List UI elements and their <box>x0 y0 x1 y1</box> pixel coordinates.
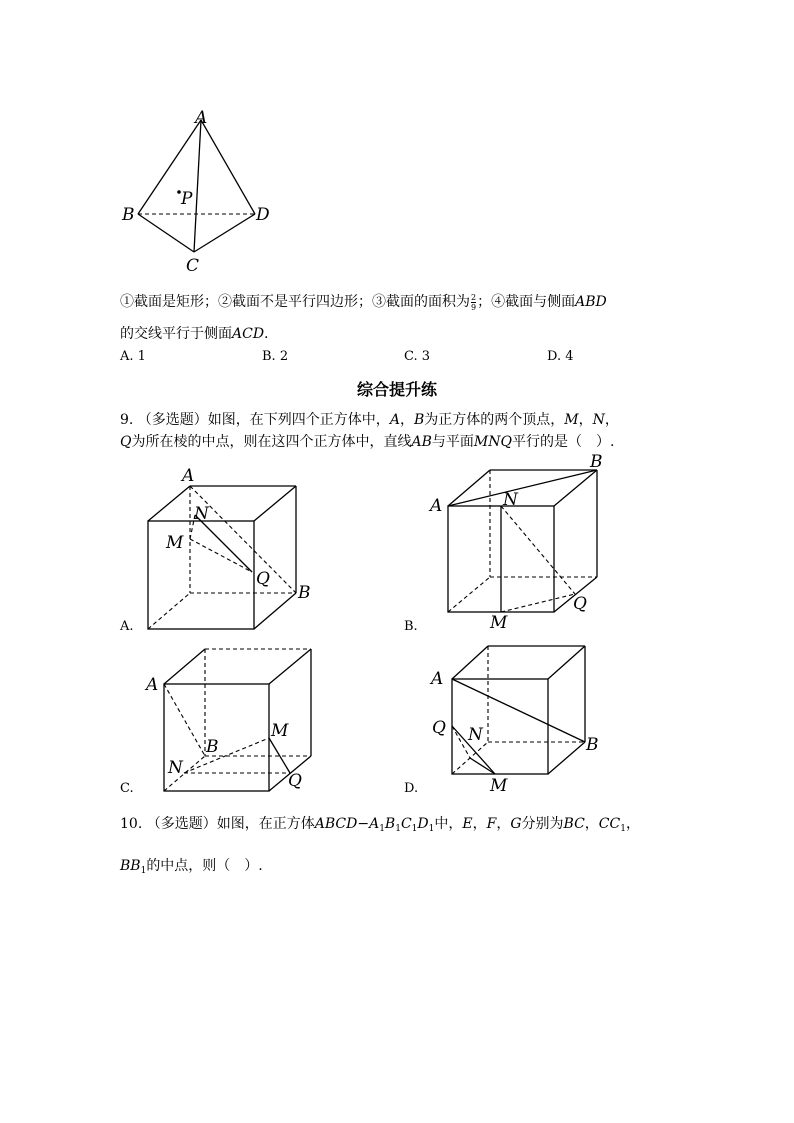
vertex-label-c: C <box>186 256 200 276</box>
cube-c-label-n: N <box>168 758 183 778</box>
cube-d-label-q: Q <box>432 718 446 738</box>
cube-figure-c <box>140 640 340 800</box>
cube-figure-b <box>425 450 625 635</box>
cube-d-label-a: A <box>431 669 444 689</box>
cube-c-label-b: B <box>206 737 219 757</box>
cube-a-label-m: M <box>166 533 184 553</box>
tetrahedron-figure <box>110 100 290 280</box>
cube-b-label-q: Q <box>573 594 587 614</box>
cube-a-label-n: N <box>194 504 209 524</box>
cube-figure-d <box>425 640 625 800</box>
cube-c-option[interactable]: C. <box>120 781 134 796</box>
cube-d-label-n: N <box>468 725 483 745</box>
cube-a-label-b: B <box>298 583 311 603</box>
cube-a-option[interactable]: A. <box>120 619 134 634</box>
cube-d-option[interactable]: D. <box>404 781 419 796</box>
vertex-label-b: B <box>122 205 135 225</box>
q8-option-c[interactable]: C. 3 <box>404 349 431 364</box>
cube-b-label-a: A <box>430 496 443 516</box>
vertex-label-d: D <box>256 205 270 225</box>
cube-d-label-b: B <box>586 735 599 755</box>
vertex-label-a: A <box>195 108 208 128</box>
q9-statement-line2: Q为所在棱的中点，则在这四个正方体中，直线AB与平面MNQ平行的是（ ）. <box>120 434 615 450</box>
cube-b-label-n: N <box>503 490 518 510</box>
cube-b-label-b: B <box>590 452 603 472</box>
q10-statement-line1: 10. （多选题）如图，在正方体$ABCD-A_1B_1C_1D_1$中，E，F，G分别为BC，$CC_1$， <box>120 816 640 834</box>
q8-option-d[interactable]: D. 4 <box>547 349 574 364</box>
cube-c-label-m: M <box>271 721 289 741</box>
fraction: $\frac{2}{9}$ <box>471 292 477 312</box>
q8-option-b[interactable]: B. 2 <box>262 349 289 364</box>
cube-a-label-a: A <box>182 466 195 486</box>
q10-statement-line2: $BB_1$的中点，则（ ）. <box>120 858 263 876</box>
q9-statement-line1: 9. （多选题）如图，在下列四个正方体中，A，B为正方体的两个顶点，M，N， <box>120 412 619 428</box>
cube-figure-a <box>140 462 340 637</box>
cube-d-label-m: M <box>490 776 508 796</box>
cube-c-label-q: Q <box>288 771 302 791</box>
section-title: 综合提升练 <box>356 380 437 399</box>
point-label-p: P <box>181 189 193 209</box>
q8-statement-line1: ①截面是矩形；②截面不是平行四边形；③截面的面积为 $\frac{2}{9}$ ；④截面与侧面ABD <box>120 292 607 312</box>
cube-a-label-q: Q <box>256 569 270 589</box>
q8-option-a[interactable]: A. 1 <box>120 349 146 364</box>
cube-b-label-m: M <box>490 613 508 633</box>
cube-c-label-a: A <box>146 675 159 695</box>
cube-b-option[interactable]: B. <box>404 619 418 634</box>
q8-statement-line2: 的交线平行于侧面ACD. <box>120 326 269 342</box>
